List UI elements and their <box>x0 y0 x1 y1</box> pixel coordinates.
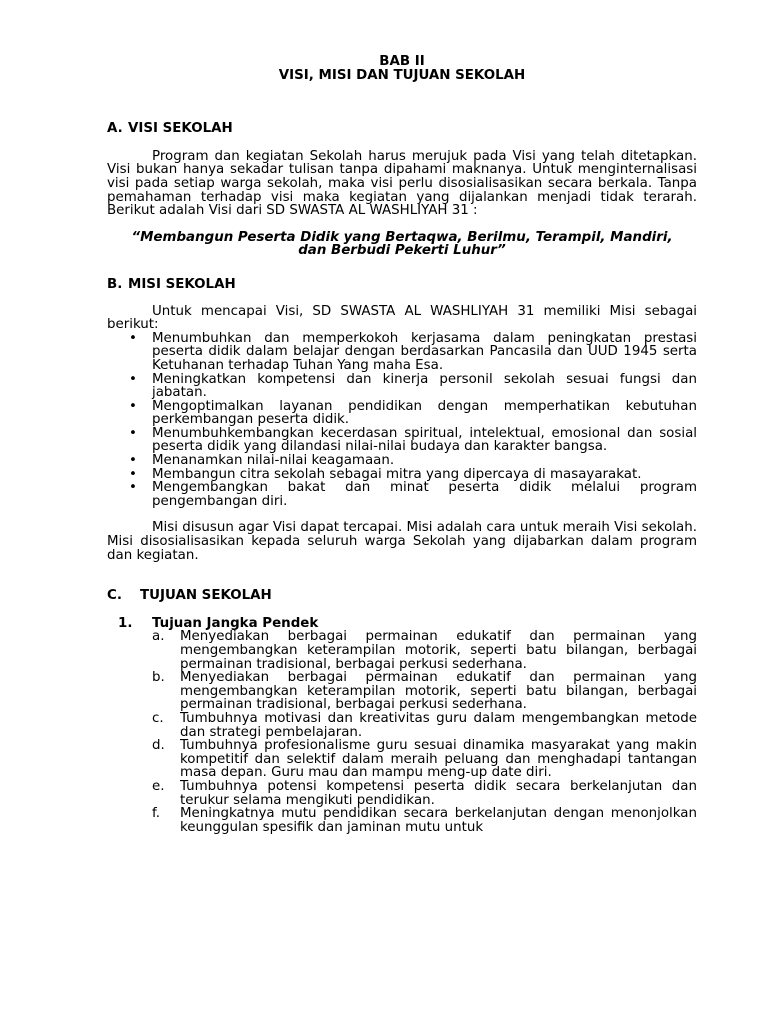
bullet-icon: • <box>129 330 137 346</box>
document-page <box>107 55 697 834</box>
visi-statement: “Membangun Peserta Didik yang Bertaqwa, Berilmu, Terampil, Mandiri, dan Berbudi Pekerti Luhur” <box>131 229 673 259</box>
tujuan-item-letter: a. <box>152 629 165 645</box>
bullet-icon: • <box>129 453 137 469</box>
tujuan-item-text: Tumbuhnya motivasi dan kreativitas guru dalam mengembangkan metode dan strategi pembelajaran. <box>180 710 697 740</box>
tujuan-item <box>107 780 697 807</box>
misi-item <box>107 481 697 508</box>
section-visi-letter: A. <box>107 121 123 137</box>
section-tujuan-heading <box>107 589 697 603</box>
misi-item-text: Menumbuhkembangkan kecerdasan spiritual, intelektual, emosional dan sosial peserta didik yang dilandasi nilai-nilai budaya dan karakter bangsa. <box>152 425 697 455</box>
bullet-icon: • <box>129 398 137 414</box>
tujuan-item <box>107 671 697 712</box>
misi-intro: Untuk mencapai Visi, SD SWASTA AL WASHLIYAH 31 memiliki Misi sebagai berikut: <box>107 303 697 333</box>
misi-item-text: Menanamkan nilai-nilai keagamaan. <box>152 453 395 469</box>
section-tujuan-title: TUJUAN SEKOLAH <box>140 588 272 604</box>
section-visi-heading <box>107 122 697 136</box>
section-tujuan-letter: C. <box>107 588 122 604</box>
misi-closing: Misi disusun agar Visi dapat tercapai. Misi adalah cara untuk meraih Visi sekolah. Misi disosialisasikan kepada seluruh warga Sekolah yang dijabarkan dalam program dan kegiatan. <box>107 520 697 563</box>
tujuan-item-text: Tumbuhnya profesionalisme guru sesuai dinamika masyarakat yang makin kompetitif dan selektif dalam meraih peluang dan menghadapi tantangan masa depan. Guru mau dan mampu meng-up date diri. <box>180 738 697 781</box>
tujuan-item <box>107 807 697 834</box>
chapter-label: BAB II <box>379 54 425 69</box>
misi-item <box>107 332 697 373</box>
tujuan-item-letter: d. <box>152 738 165 754</box>
tujuan-subheading-number: 1. <box>118 615 133 631</box>
misi-item-text: Meningkatkan kompetensi dan kinerja personil sekolah sesuai fungsi dan jabatan. <box>152 371 697 401</box>
tujuan-item-letter: b. <box>152 670 165 686</box>
bullet-icon: • <box>129 466 137 482</box>
tujuan-subheading <box>107 617 697 631</box>
section-misi-title: MISI SEKOLAH <box>128 276 236 292</box>
misi-item <box>107 373 697 400</box>
tujuan-item-letter: e. <box>152 778 165 794</box>
tujuan-subheading-title: Tujuan Jangka Pendek <box>152 615 319 631</box>
misi-item <box>107 400 697 427</box>
bullet-icon: • <box>129 480 137 496</box>
misi-item-text: Mengoptimalkan layanan pendidikan dengan memperhatikan kebutuhan perkembangan peserta didik. <box>152 398 697 428</box>
tujuan-item <box>107 739 697 780</box>
section-misi-heading <box>107 278 697 292</box>
tujuan-item-text: Tumbuhnya potensi kompetensi peserta didik secara berkelanjutan dan terukur selama mengikuti pendidikan. <box>180 778 697 808</box>
visi-paragraph: Program dan kegiatan Sekolah harus merujuk pada Visi yang telah ditetapkan. Visi bukan hanya sekadar tulisan tanpa dipahami maknanya. Untuk menginternalisasi visi pada setiap warga sekolah, maka visi perlu disosialisasikan secara berkala. Tanpa pemahaman terhadap visi maka kegiatan yang dijalankan menjadi tidak terarah. Berikut adalah Visi dari SD SWASTA AL WASHLIYAH 31 : <box>107 148 697 219</box>
tujuan-item <box>107 630 697 671</box>
bullet-icon: • <box>129 425 137 441</box>
misi-item <box>107 427 697 454</box>
tujuan-item-letter: f. <box>152 806 160 822</box>
bullet-icon: • <box>129 371 137 387</box>
chapter-title: VISI, MISI DAN TUJUAN SEKOLAH <box>278 67 526 83</box>
misi-item-text: Membangun citra sekolah sebagai mitra yang dipercaya di masayarakat. <box>152 466 642 482</box>
misi-item <box>107 454 697 468</box>
tujuan-item-text: Menyediakan berbagai permainan edukatif dan permainan yang mengembangkan keterampilan motorik, seperti batu bilangan, berbagai permainan tradisional, berbagai perkusi sederhana. <box>180 670 697 713</box>
section-visi-title: VISI SEKOLAH <box>128 121 233 137</box>
tujuan-item-text: Menyediakan berbagai permainan edukatif dan permainan yang mengembangkan keterampilan motorik, seperti batu bilangan, berbagai permainan tradisional, berbagai perkusi sederhana. <box>180 629 697 672</box>
tujuan-item-text: Meningkatnya mutu pendidikan secara berkelanjutan dengan menonjolkan keunggulan spesifik dan jaminan mutu untuk <box>180 806 697 835</box>
misi-item <box>107 468 697 482</box>
misi-item-text: Mengembangkan bakat dan minat peserta didik melalui program pengembangan diri. <box>152 480 697 509</box>
tujuan-item <box>107 712 697 739</box>
misi-list <box>107 332 697 509</box>
misi-item-text: Menumbuhkan dan memperkokoh kerjasama dalam peningkatan prestasi peserta didik dalam belajar dengan berdasarkan Pancasila dan UUD 1945 serta Ketuhanan terhadap Tuhan Yang maha Esa. <box>152 330 697 373</box>
tujuan-item-letter: c. <box>152 710 164 726</box>
tujuan-list <box>107 630 697 834</box>
section-misi-letter: B. <box>107 276 123 292</box>
